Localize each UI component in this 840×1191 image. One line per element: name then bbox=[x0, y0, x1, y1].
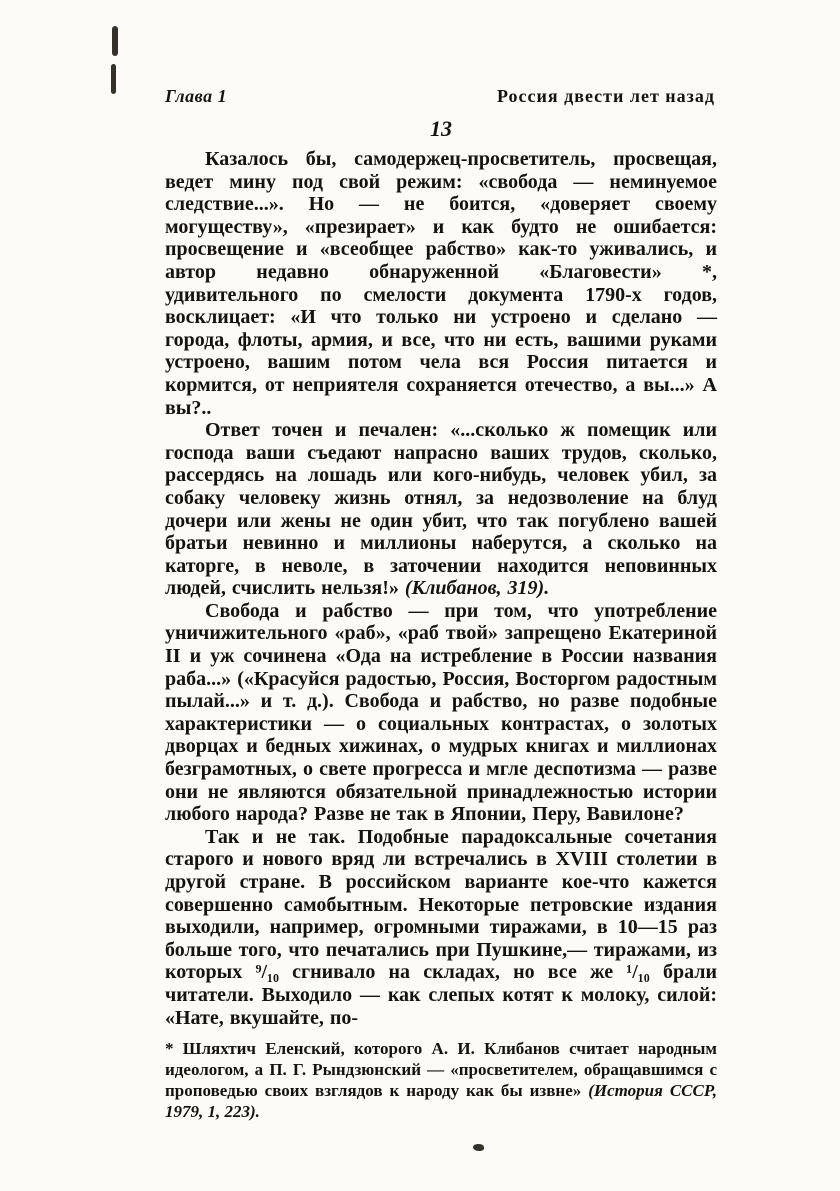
text-run: Свобода и рабство — при том, что употребление уничижительного «раб», «раб твой» запрещено Екатериной II и уж сочинена «Ода на истребление в России названия раба...» («Красуйся радостью, Россия, Восторгом радостным пылай...» и т. д.). Свобода и рабство, но разве подобные характеристики — о социальных контрастах, о золотых дворцах и бедных хижинах, о мудрых книгах и миллионах безграмотных, о свете прогресса и мгле деспотизма — разве они не являются обязательной принадлежностью истории любого народа? Разве не так в Японии, Перу, Вавилоне? bbox=[165, 599, 717, 826]
text-run: Ответ точен и печален: «...сколько ж помещик или господа ваши съедают напрасно ваших трудов, сколько, рассердясь на лошадь или кого-нибудь, человек убил, за собаку человеку жизнь отнял, за недозволение на блуд дочери или жены не один убит, что так погублено вашей братьи невинно и миллионы наберутся, а сколько на каторге, в неволе, в заточении находится неповинных людей, счислить нельзя!» bbox=[165, 419, 717, 600]
text-run: * Шляхтич Еленский, которого А. И. Клибанов считает народным идеологом, а П. Г. Рындзюнский — «просветителем, обращавшимся с проповедью своих взглядов к народу как бы извне» bbox=[165, 1039, 717, 1100]
scan-artifact bbox=[111, 64, 116, 94]
paragraph bbox=[165, 419, 717, 600]
paragraph bbox=[165, 148, 717, 419]
body-text bbox=[165, 148, 717, 1029]
scan-artifact bbox=[473, 1144, 484, 1151]
page-number: 13 bbox=[430, 116, 452, 141]
paragraph bbox=[165, 826, 717, 1029]
footnote-text bbox=[165, 1039, 717, 1121]
text-run: Казалось бы, самодержец-просветитель, просвещая, ведет мину под свой режим: «свобода — неминуемое следствие...». Но — не боится, «доверяет своему могуществу», «презирает» и как будто не ошибается: просвещение и «всеобщее рабство» как-то уживались, и автор недавно обнаруженной «Благовести» *, удивительного по смелости документа 1790-х годов, восклицает: «И что только ни устроено и сделано — города, флоты, армия, и все, что ни есть, вашими руками устроено, вашим потом чела вся Россия питается и кормится, от неприятеля сохраняется отечество, а вы...» А вы?.. bbox=[165, 148, 717, 419]
running-title: Россия двести лет назад bbox=[496, 86, 715, 106]
scan-artifact bbox=[112, 26, 118, 56]
paragraph bbox=[165, 600, 717, 826]
footnote bbox=[165, 1038, 717, 1122]
text-run: Так и не так. Подобные парадоксальные сочетания старого и нового вряд ли встречались в XVIII столетии в другой стране. В российском варианте кое-что кажется совершенно самобытным. Некоторые петровские издания выходили, например, огромными тиражами, в 10—15 раз больше того, что печатались при Пушкине,— тиражами, из которых ⁹/₁₀ сгнивало на складах, но все же ¹/₁₀ брали читатели. Выходило — как слепых котят к молоку, силой: «Нате, вкушайте, по- bbox=[165, 825, 717, 1029]
chapter-label: Глава 1 bbox=[165, 86, 228, 106]
citation-italic: (Клибанов, 319). bbox=[404, 577, 550, 600]
running-header bbox=[165, 86, 715, 107]
citation-italic: (История СССР, 1979, 1, 223). bbox=[165, 1081, 717, 1121]
